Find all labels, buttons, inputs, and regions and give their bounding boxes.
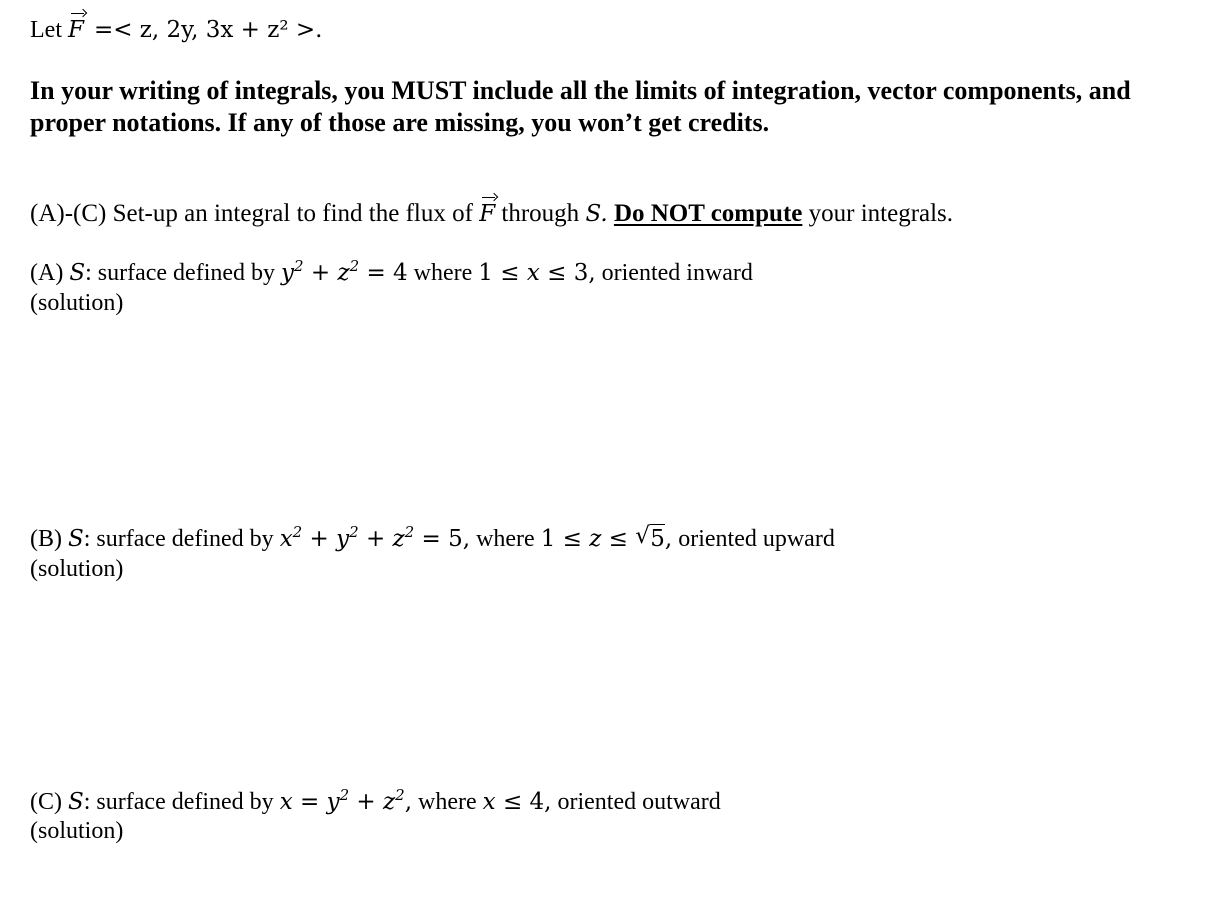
- part-a-orientation: oriented inward: [601, 260, 753, 286]
- part-c-label: (C): [30, 789, 62, 815]
- part-a-statement: [30, 258, 753, 290]
- part-a-condition-prefix: where: [413, 260, 473, 286]
- task-suffix: your integrals.: [808, 200, 954, 227]
- part-a-label: (A): [30, 260, 64, 286]
- part-c-statement: [30, 787, 721, 819]
- sqrt-five: √ 5: [635, 523, 665, 552]
- part-b-orientation: oriented upward: [678, 526, 835, 552]
- task-emphasis: Do NOT compute: [613, 200, 803, 227]
- task-middle: through: [501, 200, 580, 227]
- part-a-condition: 1 ≤ x ≤ 3,: [478, 260, 596, 286]
- part-a-desc: : surface defined by: [85, 260, 276, 286]
- part-c-equation: $x = y^2 + z^2$,: [279, 786, 412, 815]
- part-a-equation: $y^2 + z^2 = 4$: [281, 257, 408, 286]
- part-c-desc: : surface defined by: [83, 789, 274, 815]
- instructions-line-2: proper notations. If any of those are missing, you won’t get credits.: [30, 108, 770, 137]
- part-c-condition-prefix: where: [418, 789, 477, 815]
- part-b-solution: (solution): [30, 556, 124, 582]
- part-a-S-symbol: S: [69, 260, 86, 286]
- vector-field-definition: [30, 15, 322, 45]
- part-b-label: (B): [30, 526, 62, 552]
- let-text: Let: [30, 17, 62, 43]
- part-b-condition-prefix: where: [476, 526, 535, 552]
- vector-F-components: =< z, 2y, 3x + z² >.: [93, 17, 323, 43]
- task-S-symbol: S.: [585, 201, 608, 227]
- part-a-solution: (solution): [30, 290, 124, 316]
- part-b-S-symbol: S: [68, 526, 84, 552]
- part-b-condition: 1 ≤ z ≤ √ 5,: [540, 523, 673, 552]
- part-c-condition: x ≤ 4,: [482, 789, 552, 815]
- part-c-orientation: oriented outward: [557, 789, 721, 815]
- task-prefix: (A)-(C) Set-up an integral to find the flux of: [30, 200, 473, 227]
- vector-F-symbol: F: [67, 17, 84, 43]
- part-c-solution: (solution): [30, 818, 124, 844]
- task-statement: [30, 199, 953, 229]
- part-b-equation: $x^2 + y^2 + z^2 = 5$,: [279, 523, 471, 552]
- instructions-line-1: In your writing of integrals, you MUST include all the limits of integration, vector components, and: [30, 76, 1131, 105]
- part-c-S-symbol: S: [68, 789, 84, 815]
- part-b-statement: [30, 524, 835, 556]
- part-b-desc: : surface defined by: [83, 526, 274, 552]
- instructions-block: [30, 75, 1210, 139]
- task-vector-F-symbol: F: [479, 201, 496, 227]
